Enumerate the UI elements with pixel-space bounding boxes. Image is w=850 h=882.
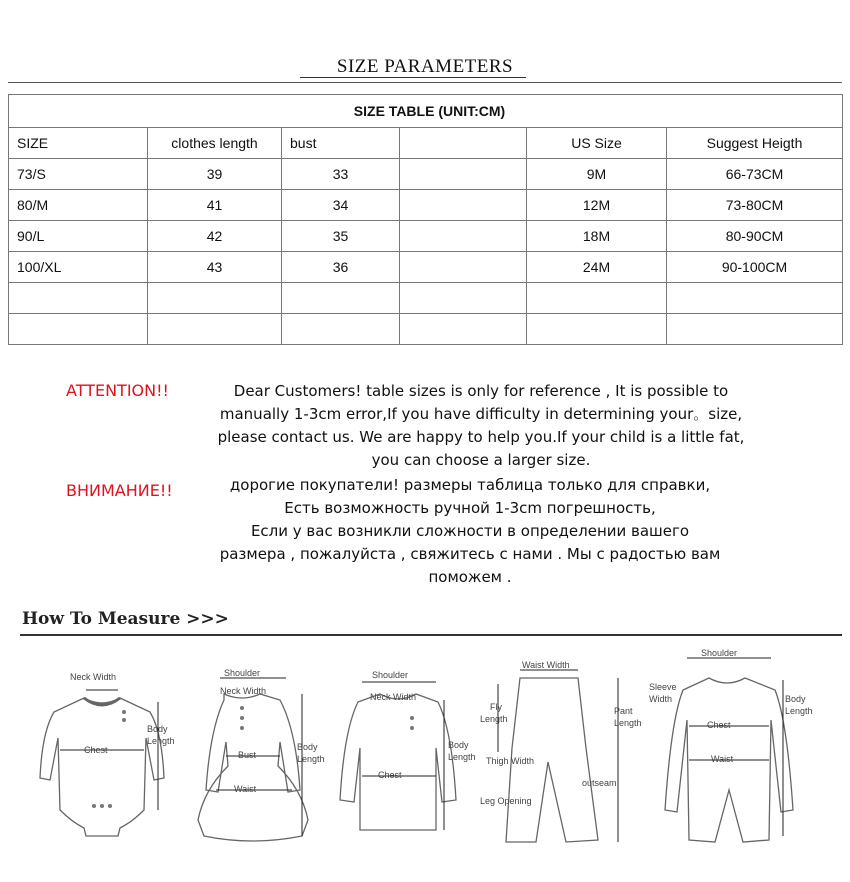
neck-width-label: Neck Width [220,686,267,696]
pant-length-label: Length [614,718,642,728]
table-row [9,283,843,314]
cell-height [667,283,843,314]
cell-us-size: 9M [527,159,667,190]
chest-label: Chest [707,720,731,730]
header-suggest-height: Suggest Heigth [667,128,843,159]
header-clothes-length: clothes length [148,128,282,159]
body-label: Body [147,724,168,734]
sweater-outline [340,694,456,830]
waist-label: Waist [234,784,257,794]
table-caption: SIZE TABLE (UNIT:CM) [9,95,843,128]
bodysuit-outline [40,698,164,836]
waist-width-label: Waist Width [522,660,570,670]
pants-figure [478,652,648,872]
title-underline [300,77,526,78]
vnimanie-text [190,474,750,589]
cell-empty [400,314,527,345]
dress-figure [182,660,332,870]
table-row [9,159,843,190]
fly-length-label: Length [480,714,508,724]
outseam-label: outseam [582,778,617,788]
leg-opening-label: Leg Opening [480,796,532,806]
romper-figure [645,640,825,875]
cell-bust: 34 [282,190,400,221]
waist-label: Waist [711,754,734,764]
cell-length: 42 [148,221,282,252]
vnimanie-label: ВНИМАНИЕ!! [66,481,173,500]
size-table [8,94,843,345]
cell-size: 73/S [9,159,148,190]
cell-length [148,314,282,345]
header-us-size: US Size [527,128,667,159]
header-bust: bust [282,128,400,159]
vnimanie-line: дорогие покупатели! размеры таблица только для справки, [229,476,711,494]
cell-size [9,283,148,314]
cell-us-size [527,283,667,314]
attention-label: ATTENTION!! [66,381,169,400]
cell-height [667,314,843,345]
shoulder-label: Shoulder [372,670,409,680]
table-row [9,190,843,221]
sweater-figure [332,660,482,870]
cell-length: 39 [148,159,282,190]
how-to-measure-heading: How To Measure >>> [22,609,229,629]
shoulder-label: Shoulder [224,668,261,678]
cell-bust: 36 [282,252,400,283]
table-row [9,314,843,345]
thigh-width-label: Thigh Width [486,756,535,766]
cell-bust: 35 [282,221,400,252]
cell-empty [400,283,527,314]
cell-us-size: 18M [527,221,667,252]
body-label: Body [448,740,469,750]
shoulder-label: Shoulder [701,648,738,658]
sleeve-width-label: Width [649,694,673,704]
body-label: Body [297,742,318,752]
cell-size: 100/XL [9,252,148,283]
attention-line: Dear Customers! table sizes is only for reference , It is possible to [233,382,729,400]
cell-empty [400,159,527,190]
neck-width-label: Neck Width [370,692,417,702]
length-label: Length [785,706,813,716]
attention-line: please contact us. We are happy to help you.If your child is a little fat, [217,428,745,446]
chest-label: Chest [378,770,402,780]
cell-length: 43 [148,252,282,283]
length-label: Length [297,754,325,764]
cell-height: 66-73CM [667,159,843,190]
page-title: SIZE PARAMETERS [336,56,514,77]
cell-bust: 33 [282,159,400,190]
cell-empty [400,221,527,252]
table-row [9,221,843,252]
cell-empty [400,190,527,221]
cell-length: 41 [148,190,282,221]
body-label: Body [785,694,806,704]
header-size: SIZE [9,128,148,159]
attention-line: you can choose a larger size. [371,451,591,469]
table-caption-row [9,95,843,128]
cell-us-size: 24M [527,252,667,283]
length-label: Length [448,752,476,762]
cell-bust [282,314,400,345]
vnimanie-line: Если у вас возникли сложности в определении вашего [250,522,690,540]
dress-outline [198,694,308,841]
title-divider [8,82,842,83]
cell-bust [282,283,400,314]
chest-label: Chest [84,745,108,755]
fly-label: Fly [490,702,502,712]
cell-us-size [527,314,667,345]
cell-size [9,314,148,345]
neck-width-label: Neck Width [70,672,117,682]
cell-empty [400,252,527,283]
bodysuit-collar [84,698,120,705]
attention-text [190,380,772,472]
bust-label: Bust [238,750,257,760]
vnimanie-line: Есть возможность ручной 1-3cm погрешность, [284,499,656,517]
pant-label: Pant [614,706,633,716]
vnimanie-line: поможем . [428,568,512,586]
cell-height: 90-100CM [667,252,843,283]
vnimanie-line: размера , пожалуйста , свяжитесь с нами . Мы с радостью вам [219,545,721,563]
header-empty [400,128,527,159]
cell-height: 73-80CM [667,190,843,221]
cell-size: 90/L [9,221,148,252]
attention-line: manually 1-3cm error,If you have difficulty in determining your。size, [219,405,743,423]
cell-us-size: 12M [527,190,667,221]
cell-size: 80/M [9,190,148,221]
table-header-row [9,128,843,159]
sleeve-label: Sleeve [649,682,677,692]
length-label: Length [147,736,175,746]
cell-length [148,283,282,314]
how-to-measure-divider [20,634,842,636]
table-row [9,252,843,283]
bodysuit-figure [22,660,182,870]
cell-height: 80-90CM [667,221,843,252]
